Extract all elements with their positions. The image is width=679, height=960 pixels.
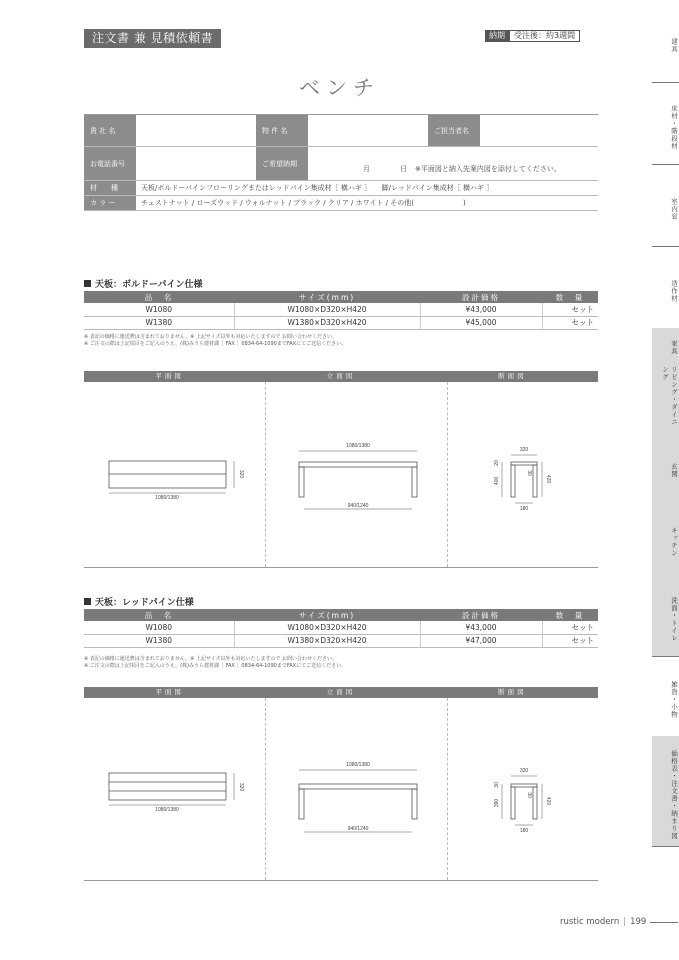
elevation-header: 立面図	[326, 372, 356, 380]
table-row	[84, 634, 598, 647]
row-name: W1080	[84, 303, 234, 316]
form-row-material	[84, 181, 598, 196]
form-row-company	[84, 115, 598, 147]
col-price: 設計価格	[420, 291, 542, 303]
color-value: チェストナット / ローズウッド / ウォルナット / ブラック / クリア / ホワイト / その他( )	[136, 196, 598, 210]
section-heading-text: 天板：レッドパイン仕様	[95, 598, 194, 608]
index-tab-living-dining[interactable]: リビング・ダイニング	[652, 358, 679, 430]
footer-rule	[650, 922, 678, 923]
index-tab-entrance[interactable]: 玄関	[652, 430, 679, 502]
section-foot-label: 180	[519, 506, 529, 512]
bench-drawings-1	[84, 382, 598, 568]
index-tab-furniture[interactable]: 家具	[652, 328, 679, 358]
section-header: 断面図	[498, 372, 527, 380]
color-label: カ ラ ー	[84, 196, 136, 210]
delivery-date-field[interactable]	[308, 147, 598, 180]
plan-view	[109, 773, 234, 805]
plan-header: 平面図	[155, 372, 184, 380]
section-leg-label: 390	[494, 798, 500, 808]
delivery-date-label: ご希望納期	[256, 147, 308, 180]
table-header-row	[84, 609, 598, 621]
top-width-label: 1080/1380	[346, 443, 370, 449]
company-label: 貴 社 名	[84, 115, 136, 146]
section-stretcher-label: 30	[526, 792, 532, 798]
row-size: W1380×D320×H420	[234, 634, 420, 647]
section-leg-label: 400	[494, 476, 500, 486]
side-index	[652, 0, 679, 960]
footer-divider: |	[623, 917, 627, 927]
note-line: ※ ご注文の際は上記項目をご記入のうえ、(株)みうら建材課［ FAX ］0834-64-1090までFAXにてご送信ください。	[84, 341, 347, 347]
row-size: W1380×D320×H420	[234, 316, 420, 329]
col-price: 設計価格	[420, 609, 542, 621]
table-row	[84, 303, 598, 316]
plan-header: 平面図	[155, 688, 184, 696]
row-qty[interactable]: セット	[542, 621, 598, 634]
page-number: 199	[630, 917, 647, 927]
order-form	[84, 114, 598, 211]
price-table-redpine	[84, 609, 598, 648]
elevation-view	[299, 770, 417, 832]
price-table-bordeaux	[84, 291, 598, 330]
property-label: 物 件 名	[256, 115, 308, 146]
section-height-label: 420	[545, 796, 551, 806]
document-title: 注文書 兼 見積依頼書	[84, 29, 221, 48]
section-heading-text: 天板：ボルドーパイン仕様	[95, 280, 203, 290]
phone-label: お電話番号	[84, 147, 136, 180]
section-stretcher-label: 30	[526, 470, 532, 476]
index-rule	[652, 846, 679, 847]
index-tab-kitchen[interactable]: キッチン	[652, 502, 679, 574]
row-size: W1080×D320×H420	[234, 303, 420, 316]
material-value: 天板/ボルドーパインフローリングまたはレッドパイン集成材［ 横ハギ ］ 脚/レッドパイン集成材［ 横ハギ ］	[136, 181, 598, 195]
top-width-label: 1080/1380	[346, 762, 370, 768]
bench-drawings-2	[84, 698, 598, 881]
drawing-body	[84, 382, 598, 568]
delivery-value: 受注後：約3週間	[509, 30, 580, 42]
company-field[interactable]	[136, 115, 256, 146]
section-height-label: 420	[545, 474, 551, 484]
drawings-bordeaux	[84, 371, 598, 568]
page-footer	[560, 917, 678, 927]
row-qty[interactable]: セット	[542, 634, 598, 647]
section-foot-label: 180	[519, 828, 529, 834]
row-price: ¥45,000	[420, 316, 542, 329]
delivery-label: 納期	[485, 30, 509, 42]
index-tab-millwork[interactable]: 造作材	[670, 279, 678, 303]
row-size: W1080×D320×H420	[234, 621, 420, 634]
index-tab-goods[interactable]: 雑貨・小物	[670, 681, 678, 719]
index-tab-price-list[interactable]: 価格表・注文書・納まり図	[652, 736, 679, 846]
index-tab-interior-window[interactable]: 室内窓	[670, 197, 678, 221]
property-field[interactable]	[308, 115, 428, 146]
elevation-header: 立面図	[326, 688, 356, 696]
leg-span-label: 940/1240	[347, 826, 369, 832]
section-depth-label: 320	[519, 447, 529, 453]
note-line: ※ 表記の価格に運送費は含まれておりません。※ 上記サイズ以外も対応いたしますので お問い合わせください。	[84, 334, 338, 340]
plan-depth-label: 320	[238, 782, 244, 792]
col-size: サイズ(mm)	[234, 291, 420, 303]
form-row-phone	[84, 147, 598, 181]
section-heading-bordeaux	[84, 277, 203, 290]
index-tab-washroom[interactable]: 洗面・トイレ	[652, 574, 679, 656]
contact-label: ご担当者名	[428, 115, 480, 146]
drawing-header	[84, 687, 598, 698]
plan-width-label: 1080/1380	[155, 495, 179, 501]
row-qty[interactable]: セット	[542, 316, 598, 329]
section-top-label: 20	[494, 460, 500, 466]
index-tab-flooring[interactable]: 床材・階段材	[670, 104, 678, 150]
square-bullet-icon	[84, 598, 91, 605]
col-name: 品 名	[84, 291, 234, 303]
map-note: ※平面図と納入先案内図を添付してください。	[415, 165, 561, 173]
drawing-body	[84, 698, 598, 881]
row-price: ¥47,000	[420, 634, 542, 647]
row-name: W1380	[84, 316, 234, 329]
elevation-view	[299, 451, 417, 509]
section-depth-label: 320	[519, 768, 529, 774]
section-view	[502, 455, 542, 503]
note-line: ※ ご注文の際は上記項目をご記入のうえ、(株)みうら建材課［ FAX ］0834-64-1090までFAXにてご送信ください。	[84, 663, 347, 669]
leg-span-label: 940/1240	[347, 503, 369, 509]
footer-brand: rustic modern	[560, 917, 620, 927]
row-price: ¥43,000	[420, 303, 542, 316]
form-row-color	[84, 196, 598, 211]
table-row	[84, 316, 598, 329]
plan-view	[109, 461, 234, 493]
row-qty[interactable]: セット	[542, 303, 598, 316]
note-line: ※ 表記の価格に運送費は含まれておりません。※ 上記サイズ以外も対応いたしますので お問い合わせください。	[84, 656, 338, 662]
table-row	[84, 621, 598, 634]
section-heading-redpine	[84, 595, 194, 608]
index-tab-doors[interactable]: 建具	[670, 37, 678, 53]
col-size: サイズ(mm)	[234, 609, 420, 621]
col-qty: 数 量	[542, 609, 598, 621]
notes-bordeaux	[84, 334, 346, 348]
notes-redpine	[84, 656, 346, 670]
contact-field[interactable]	[480, 115, 598, 146]
day-label: 日	[400, 165, 407, 173]
phone-field[interactable]	[136, 147, 256, 180]
delivery-badge	[485, 30, 580, 42]
col-name: 品 名	[84, 609, 234, 621]
drawings-redpine	[84, 687, 598, 881]
section-header: 断面図	[498, 688, 527, 696]
plan-width-label: 1080/1380	[155, 807, 179, 813]
row-price: ¥43,000	[420, 621, 542, 634]
row-name: W1380	[84, 634, 234, 647]
section-top-label: 30	[494, 782, 500, 788]
drawing-header	[84, 371, 598, 382]
month-label: 月	[363, 165, 370, 173]
section-view	[502, 776, 542, 825]
material-label: 材 種	[84, 181, 136, 195]
product-title: ベンチ	[299, 76, 380, 100]
col-qty: 数 量	[542, 291, 598, 303]
row-name: W1080	[84, 621, 234, 634]
square-bullet-icon	[84, 280, 91, 287]
plan-depth-label: 320	[238, 469, 244, 479]
table-header-row	[84, 291, 598, 303]
